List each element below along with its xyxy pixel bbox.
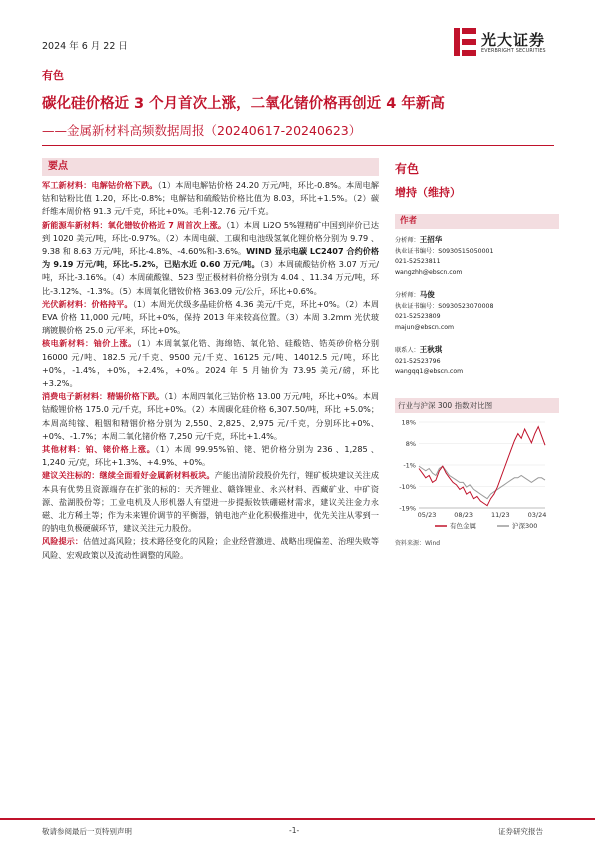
paragraph-highlight: 建议关注标的：继续全面看好金属新材料板块。	[42, 470, 215, 481]
chart-x-tick-label: 03/24	[527, 510, 547, 519]
paragraph-text: （1）本周光伏级多晶硅价格 4.36 美元/千克，环比+0%。（2）本周 EVA 价格 11,000 元/吨，环比+0%，保持 2013 年来较高位置。（3）本周 3.2mm 光伏玻璃镀膜价格 25.0 元/平米，环比+0%。	[42, 298, 379, 336]
summary-heading: 要点	[42, 158, 379, 176]
contact-name: 王秋琪	[419, 345, 443, 354]
report-subtitle: ——金属新材料高频数据周报（20240617-20240623）	[42, 123, 362, 138]
analyst-name: 马俊	[419, 290, 435, 299]
chart-legend-label: 沪深300	[512, 521, 538, 530]
paragraph-highlight: 核电新材料：铀价上涨。	[42, 338, 137, 349]
paragraph-highlight: 风险提示：	[42, 536, 84, 547]
analyst-label: 分析师：	[395, 237, 420, 244]
sidebar-rating: 增持（维持）	[395, 186, 461, 199]
paragraph-highlight: 光伏新材料：价格持平。	[42, 298, 133, 309]
chart-series-line	[419, 466, 545, 499]
sidebar	[395, 158, 559, 547]
chart-x-tick-label: 11/23	[490, 510, 510, 519]
title-divider	[42, 145, 554, 146]
everbright-logo-icon	[454, 28, 476, 56]
paragraph-text: （3）本周硫酸钴价格 3.07 万元/吨，环比-3.16%。（4）本周硫酸镍、523 型正极材料价格分别为 4.04 、11.34 万元/吨，环比-3.12%、-1.3%。（5）本周氧化镨钕价格 363.09 元/公斤，环比+0.6%。	[42, 259, 379, 296]
chart-x-tick-label: 05/23	[417, 510, 437, 519]
page-number: -1-	[289, 826, 300, 835]
summary-paragraph-military	[42, 179, 379, 219]
logo-name-en: EVERBRIGHT SECURITIES	[481, 49, 546, 54]
analyst-card	[395, 290, 559, 333]
chart-source: 资料来源：Wind	[395, 539, 441, 547]
summary-paragraph-risk	[42, 535, 379, 561]
summary-paragraph-recommendation	[42, 469, 379, 535]
report-sector: 有色	[42, 69, 64, 82]
summary-paragraph-other	[42, 443, 379, 469]
paragraph-highlight: 新能源车新材料：氧化镨钕价格近 7 周首次上涨。	[42, 219, 227, 230]
paragraph-bold-text: WIND 显示电碳 LC2407 合约价格为 9.19 万元/吨，环比-5.2%，已贴水近 0.60 万元/吨。	[42, 246, 379, 270]
summary-paragraph-ev	[42, 219, 379, 298]
chart-series-line	[419, 426, 545, 505]
analyst-email: wangzhh@ebscn.com	[395, 268, 463, 276]
report-date: 2024 年 6 月 22 日	[42, 41, 128, 52]
contact-card	[395, 345, 559, 378]
contact-email: wangqq1@ebscn.com	[395, 368, 464, 375]
paragraph-text: 产能出清阶段股价先行，锂矿板块建议关注成本具有优势且资源端存在扩张的标的：天齐锂业、赣锋锂业、永兴材料、西藏矿业、中矿资源、盐湖股份等；工业电机及人形机器人有望进一步提振钕铁硼磁材需求，建议关注金力永磁、北方稀土等；作为未来锂价调节的平衡器，钠电池产业化积极推进中，优先关注从零到一的钠电负极硬碳环节，建议关注元力股份。	[42, 470, 379, 534]
analyst-phone: 021-52523811	[395, 258, 441, 265]
authors-heading: 作者	[395, 214, 559, 229]
paragraph-highlight: 军工新材料：电解钴价格下跌。	[42, 180, 158, 190]
summary-section	[42, 158, 379, 562]
chart-svg	[395, 416, 559, 536]
chart-y-tick-label: 8%	[405, 439, 416, 448]
chart-x-tick-label: 08/23	[454, 510, 474, 519]
summary-paragraph-nuclear	[42, 337, 379, 390]
analyst-license: 执业证书编号：S0930515050001	[395, 247, 494, 255]
contact-phone: 021-52523796	[395, 357, 441, 365]
summary-paragraph-pv	[42, 298, 379, 338]
logo-name-cn: 光大证券	[481, 31, 546, 49]
report-title: 碳化硅价格近 3 个月首次上涨，二氧化锗价格再创近 4 年新高	[42, 96, 445, 112]
footer-report-type: 证券研究报告	[498, 827, 543, 836]
analyst-label: 分析师：	[395, 292, 420, 299]
chart-legend-label: 有色金属	[450, 521, 476, 530]
company-logo	[454, 26, 574, 66]
footer-disclaimer: 敬请参阅最后一页特别声明	[42, 827, 132, 836]
chart-y-tick-label: -1%	[403, 461, 416, 469]
analyst-name: 王招华	[419, 235, 443, 244]
sidebar-sector: 有色	[395, 162, 420, 176]
paragraph-text: （1）本周 Li2O 5%锂精矿中国到岸价已达到 1020 美元/吨，环比-0.97%。（2）本周电碳、工碳和电池级氢氧化锂价格分别为 9.79 、9.38 和 8.63 万元/吨，环比-4.8%、-4.60%和-3.6%。	[42, 219, 379, 257]
analyst-license: 执业证书编号：S0930523070008	[395, 302, 494, 310]
chart-y-tick-label: -10%	[399, 482, 416, 491]
paragraph-text: （1）本周四氧化三钴价格 13.00 万元/吨，环比+0%。本周钴酸锂价格 175.0 元/千克，环比+0%。（2）本周碳化硅价格 6,307.50/吨，环比 +5.0%；本周高纯镓、粗铟和精铟价格分别为 2,550、2,825、2,975 元/千克，分别环比+0%、+0%、-1.7%；本周二氧化锗价格 7,250 元/千克，环比+1.4%。	[42, 391, 379, 441]
index-comparison-chart	[395, 416, 559, 536]
analyst-phone: 021-52523809	[395, 313, 441, 320]
analyst-email: majun@ebscn.com	[395, 323, 455, 331]
summary-paragraph-electronics	[42, 390, 379, 443]
paragraph-text: 估值过高风险；技术路径变化的风险；企业经营激进、战略出现偏差、治理失败等风险、宏观政策以及流动性调整的风险。	[42, 536, 379, 560]
contact-label: 联系人：	[395, 347, 420, 354]
chart-heading: 行业与沪深 300 指数对比图	[395, 398, 559, 413]
chart-y-tick-label: -19%	[399, 504, 416, 512]
analyst-card	[395, 235, 559, 278]
footer-divider	[0, 818, 595, 820]
chart-y-tick-label: 18%	[401, 418, 416, 426]
paragraph-text: （1）本周电解钴价格 24.20 万元/吨，环比-0.8%。本周电解钴和钴粉比值 1.20，环比-0.8%；电解钴和硫酸钴价格比值为 8.03，环比+1.5%。（2）碳纤维本周价格 91.3 元/千克，环比+0%。毛利-12.76 元/千克。	[42, 180, 379, 217]
paragraph-highlight: 其他材料：铂、铑价格上涨。	[42, 444, 156, 455]
paragraph-text: （1）本周氧氯化锆、海绵锆、氧化铪、硅酸锆、锆英砂价格分别 16000 元/吨、182.5 元/千克、9500 元/千克、16125 元/吨、14012.5 元/吨，环比+0%，-1.4%，+0%，+2.4%，+0%。2024 年 5 月铀价为 73.95 美元/磅，环比+3.2%。	[42, 338, 379, 389]
paragraph-text: （1）本周 99.95%铂、铑、钯价格分别为 236 、1,285 、1,240 元/克，环比+1.3%、+4.9%、+0%。	[42, 444, 379, 468]
paragraph-highlight: 消费电子新材料：精锡价格下跌。	[42, 391, 165, 402]
